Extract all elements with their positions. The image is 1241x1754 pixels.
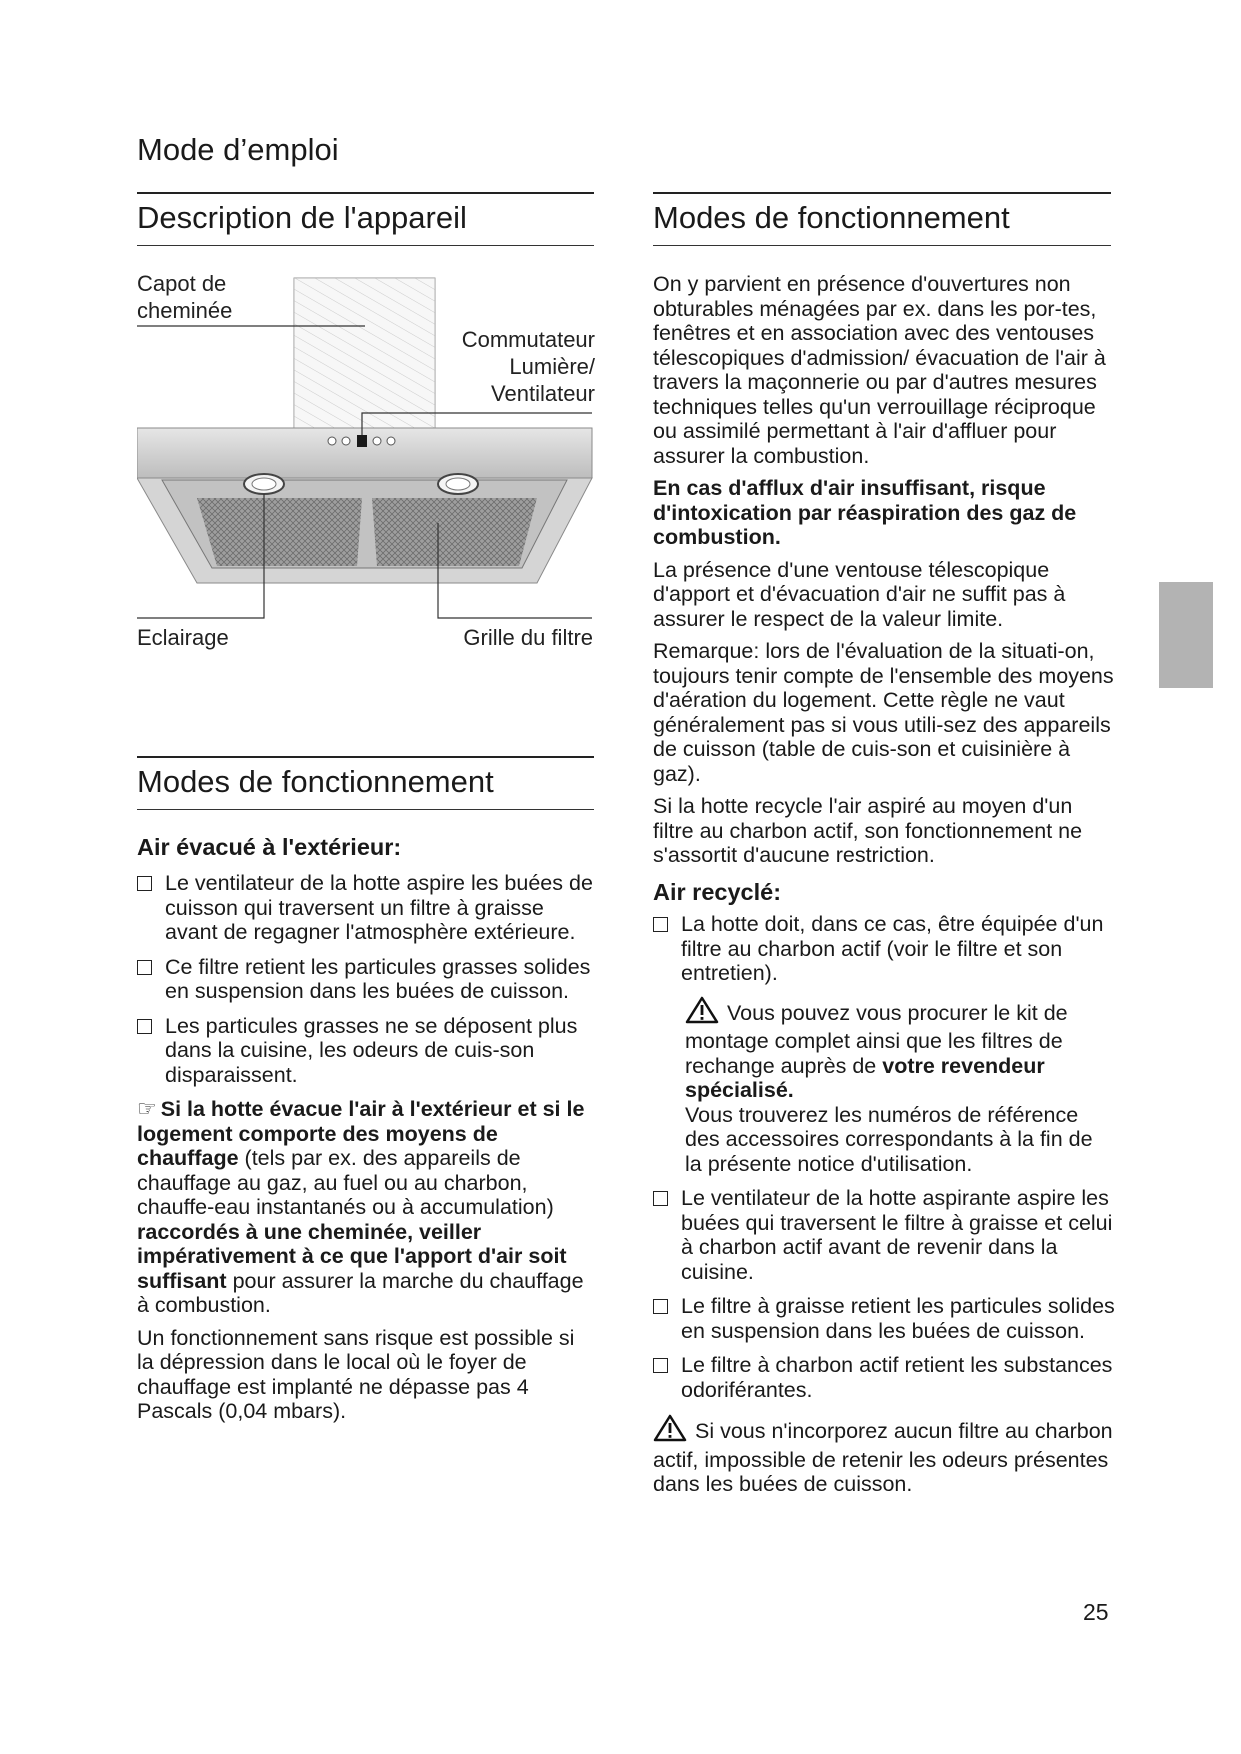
note-normal-1: (tels par ex. des appareils de chauffage au gaz, au fuel ou au charbon, chauffe-eau instantanés ou à accumulation) [137,1146,554,1219]
page-number: 25 [1083,1599,1109,1625]
section-title-description: Description de l'appareil [137,200,467,235]
para-ventouse: La présence d'une ventouse télescopique d'apport et d'évacuation d'air ne suffit pas à assurer le respect de la valeur limite. [653,557,1066,631]
section-rule-bottom [137,245,594,246]
section-rule-bottom [137,809,594,810]
checkbox-icon [653,1358,668,1373]
document-title: Mode d’emploi [137,132,339,167]
bullet-item [653,1186,1115,1284]
label-capot-text: Capot de cheminée [137,271,233,323]
section-rule-top [137,756,594,758]
note-bold-1: Si la hotte évacue l'air à l'extérieur et si le logement comporte des moyens de chauffage [137,1097,585,1170]
warning-intoxication: En cas d'afflux d'air insuffisant, risque d'intoxication par réaspiration des gaz de combustion. [653,476,1077,549]
para-remarque: Remarque: lors de l'évaluation de la situati-on, toujours tenir compte de l'ensemble des moyens d'aération du logement. Cette règle ne vaut généralement pas si vous utili-sez des appareils de cuisson (table de cuis-son et cuisinière à gaz). [653,639,1114,786]
checkbox-icon [653,1191,668,1206]
kit-note-bold: votre revendeur spécialisé. [685,1053,1045,1102]
kit-note-references: Vous trouverez les numéros de référence des accessoires correspondants à la fin de la présente notice d'utilisation. [685,1102,1093,1176]
bullet-text: Le filtre à charbon actif retient les substances odoriférantes. [681,1353,1113,1402]
label-eclairage: Eclairage [137,625,229,650]
bullet-item [137,955,597,1004]
label-commutateur-line1: Commutateur [461,327,595,352]
bullet-item [653,1353,1115,1402]
bullet-item [137,871,597,945]
label-commutateur-line2: Lumière/ [509,354,595,379]
note-normal-2: pour assurer la marche du chauffage à combustion. [137,1268,584,1317]
section-title-modes-left: Modes de fonctionnement [137,764,494,799]
warning-triangle-icon [685,996,719,1030]
checkbox-icon [137,876,152,891]
checkbox-icon [653,917,668,932]
bullet-item [653,1294,1115,1343]
final-warning-text: Si vous n'incorporez aucun filtre au charbon actif, impossible de retenir les odeurs présentes dans les buées de cuisson. [653,1419,1113,1496]
bullet-item [653,912,1115,986]
para-pascals: Un fonctionnement sans risque est possible si la dépression dans le local où le foyer de chauffage est implanté ne dépasse pas 4 Pascals (0,04 mbars). [137,1325,575,1423]
bullet-text: Le filtre à graisse retient les particules solides en suspension dans les buées de cuisson. [681,1294,1115,1343]
checkbox-icon [137,960,152,975]
section-tab-marker [1159,582,1213,688]
left-column-body [137,834,597,1432]
label-capot [137,270,247,324]
right-column-body [653,272,1115,1505]
label-grille: Grille du filtre [463,625,593,650]
label-commutateur [462,326,595,407]
para-ouvertures: On y parvient en présence d'ouvertures non obturables ménagées par ex. dans les por-tes, fenêtres et en association avec des ventouses télescopiques d'admission/ évacuation de l'air à travers la maçonnerie ou par d'autres mesures techniques telles qu'un verrouillage réciproque ou assimilé permettant à l'air d'affluer pour assurer la combustion. [653,272,1106,468]
final-warning [653,1414,1115,1497]
subhead-air-recycle: Air recyclé: [653,878,782,905]
checkbox-icon [653,1299,668,1314]
bullet-text: Le ventilateur de la hotte aspire les buées de cuisson qui traversent un filtre à graisse avant de regagner l'atmosphère extérieure. [165,871,593,944]
checkbox-icon [137,1019,152,1034]
pointing-hand-icon: ☞ [137,1096,157,1121]
section-rule-bottom [653,245,1111,246]
bullet-text: Ce filtre retient les particules grasses solides en suspension dans les buées de cuisson. [165,954,591,1003]
section-title-modes-right: Modes de fonctionnement [653,200,1010,235]
kit-note-text: Vous pouvez vous procurer le kit de montage complet ainsi que les filtres de rechange auprès de [685,1000,1068,1078]
bullet-text: La hotte doit, dans ce cas, être équipée d'un filtre au charbon actif (voir le filtre et son entretien). [681,912,1104,985]
bullet-text: Le ventilateur de la hotte aspirante aspire les buées qui traversent le filtre à graisse et celui à charbon actif avant de revenir dans la cuisine. [681,1186,1113,1284]
section-rule-top [653,192,1111,194]
label-commutateur-line3: Ventilateur [491,381,595,406]
bullet-text: Les particules grasses ne se déposent plus dans la cuisine, les odeurs de cuis-son disparaissent. [165,1013,578,1087]
section-rule-top [137,192,594,194]
bullet-item [137,1014,597,1088]
subhead-air-evacue: Air évacué à l'extérieur: [137,834,402,860]
warning-triangle-icon [653,1414,687,1448]
para-recycle: Si la hotte recycle l'air aspiré au moyen d'un filtre au charbon actif, son fonctionnement ne s'assortit d'aucune restriction. [653,794,1083,867]
note-bold-2: raccordés à une cheminée, veiller impérativement à ce que l'apport d'air soit suffisant [137,1219,567,1293]
kit-note [653,996,1115,1177]
chauffage-note [137,1097,597,1318]
